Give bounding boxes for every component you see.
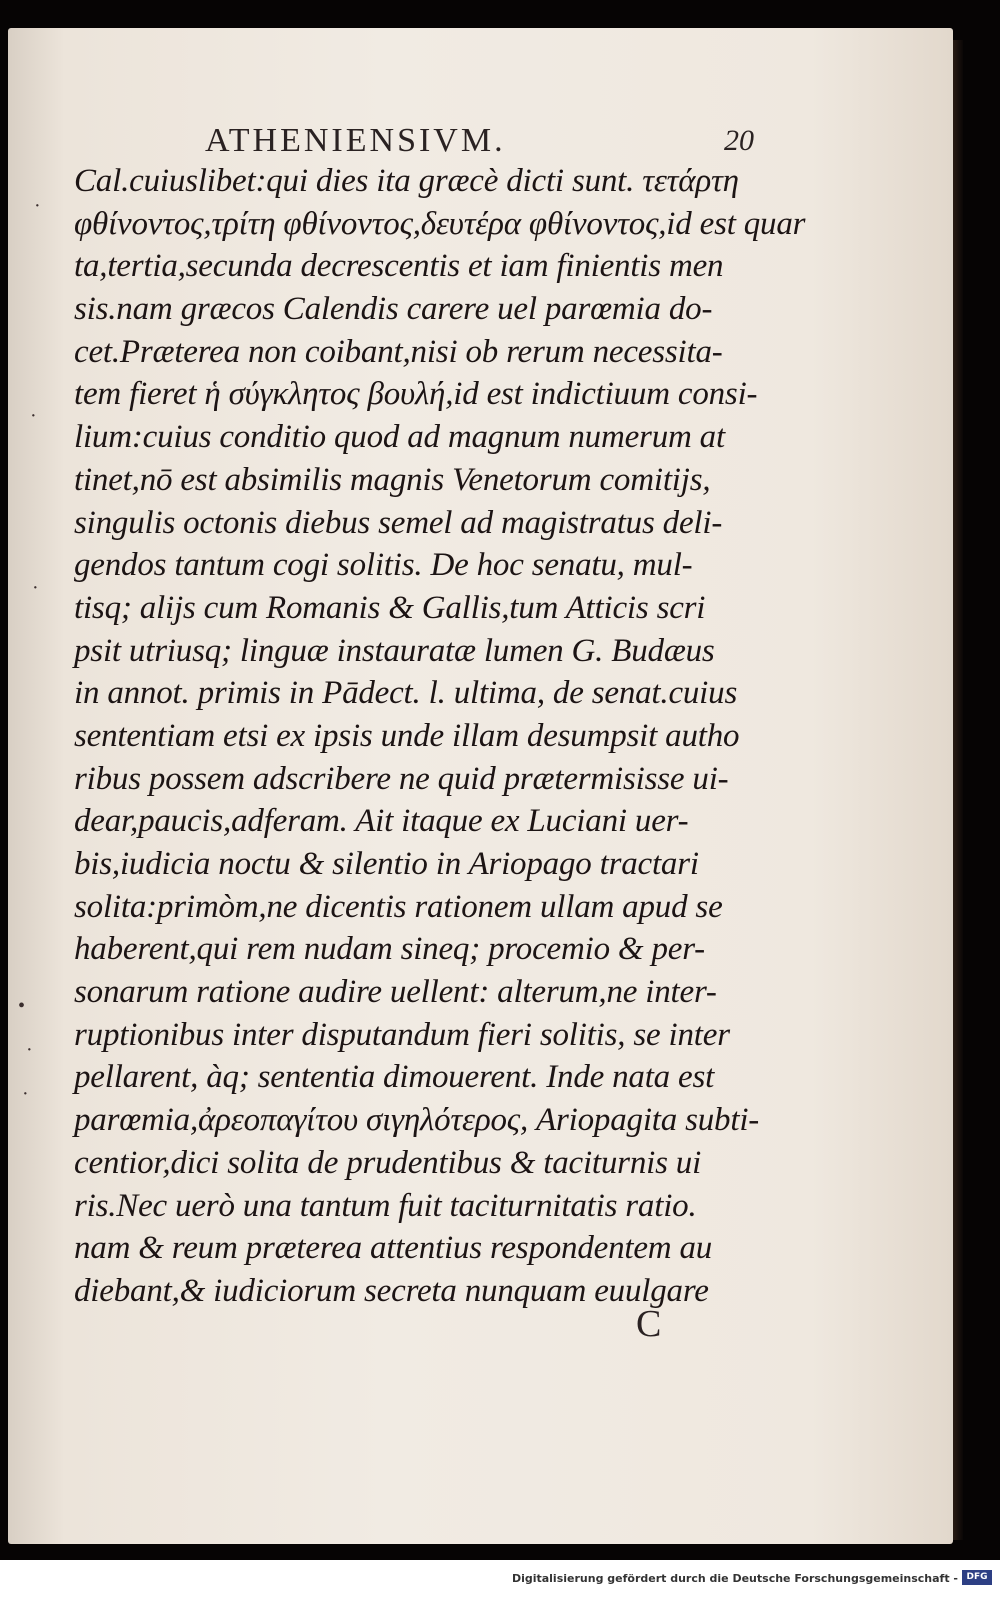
text-line: φθίνοντος,τρίτη φθίνοντος,δευτέρα φθίνοντος,id est quar bbox=[74, 205, 806, 242]
digitization-credit: Digitalisierung gefördert durch die Deutsche Forschungsgemeinschaft - bbox=[511, 1572, 958, 1585]
text-line: singulis octonis diebus semel ad magistratus deli- bbox=[74, 504, 723, 541]
margin-dot: · bbox=[22, 1083, 29, 1105]
text-line: solita:primòm,ne dicentis rationem ullam apud se bbox=[74, 888, 723, 925]
text-line: ribus possem adscribere ne quid prætermisisse ui- bbox=[74, 760, 729, 797]
text-line: nam & reum præterea attentius respondentem au bbox=[74, 1230, 713, 1267]
text-line: sententiam etsi ex ipsis unde illam desumpsit autho bbox=[74, 717, 740, 754]
text-line: ruptionibus inter disputandum fieri solitis, se inter bbox=[74, 1016, 730, 1053]
text-line: parœmia,ἀρεοπαγίτου σιγηλότερος, Ariopagita subti- bbox=[74, 1102, 760, 1139]
text-line: tem fieret ἡ σύγκλητος βουλή,id est indictiuum consi- bbox=[74, 376, 758, 413]
footer-bar bbox=[0, 1560, 1000, 1597]
text-line: diebant,& iudiciorum secreta nunquam euulgare bbox=[74, 1272, 709, 1309]
margin-dot: · bbox=[30, 405, 37, 427]
running-head: ATHENIENSIVM. bbox=[205, 122, 506, 159]
text-line: lium:cuius conditio quod ad magnum numerum at bbox=[74, 419, 725, 456]
text-line: tisq; alijs cum Romanis & Gallis,tum Atticis scri bbox=[74, 589, 706, 626]
page-body bbox=[74, 160, 806, 1313]
text-line: haberent,qui rem nudam sineq; procemio & per- bbox=[74, 931, 705, 968]
text-line: pellarent, àq; sententia dimouerent. Inde nata est bbox=[74, 1059, 715, 1096]
catchword: C bbox=[636, 1303, 662, 1345]
margin-dot: • bbox=[18, 995, 26, 1017]
margin-dot: · bbox=[32, 577, 39, 599]
text-line: Cal.cuiuslibet:qui dies ita græcè dicti sunt. τετάρτη bbox=[74, 163, 739, 199]
folio-number: 20 bbox=[724, 124, 754, 157]
text-line: ris.Nec uerò una tantum fuit taciturnitatis ratio. bbox=[74, 1187, 697, 1224]
text-line: in annot. primis in Pādect. l. ultima, de senat.cuius bbox=[74, 675, 738, 712]
text-line: psit utriusq; linguæ instauratæ lumen G. Budæus bbox=[74, 632, 715, 669]
text-line: dear,paucis,adferam. Ait itaque ex Luciani uer- bbox=[74, 803, 689, 840]
page-edge bbox=[953, 40, 963, 1540]
text-line: sis.nam græcos Calendis carere uel parœmia do- bbox=[74, 291, 713, 328]
text-line: ta,tertia,secunda decrescentis et iam finientis men bbox=[74, 248, 724, 285]
text-line: sonarum ratione audire uellent: alterum,ne inter- bbox=[74, 974, 717, 1011]
text-line: gendos tantum cogi solitis. De hoc senatu, mul- bbox=[74, 547, 693, 584]
dfg-logo-icon: DFG bbox=[962, 1570, 992, 1585]
text-line: cet.Præterea non coibant,nisi ob rerum necessita- bbox=[74, 333, 723, 370]
margin-dot: · bbox=[26, 1039, 33, 1061]
text-line: centior,dici solita de prudentibus & taciturnis ui bbox=[74, 1144, 702, 1181]
text-line: bis,iudicia noctu & silentio in Ariopago tractari bbox=[74, 846, 699, 882]
text-line: tinet,nō est absimilis magnis Venetorum comitijs, bbox=[74, 461, 711, 498]
margin-dot: · bbox=[34, 195, 41, 217]
